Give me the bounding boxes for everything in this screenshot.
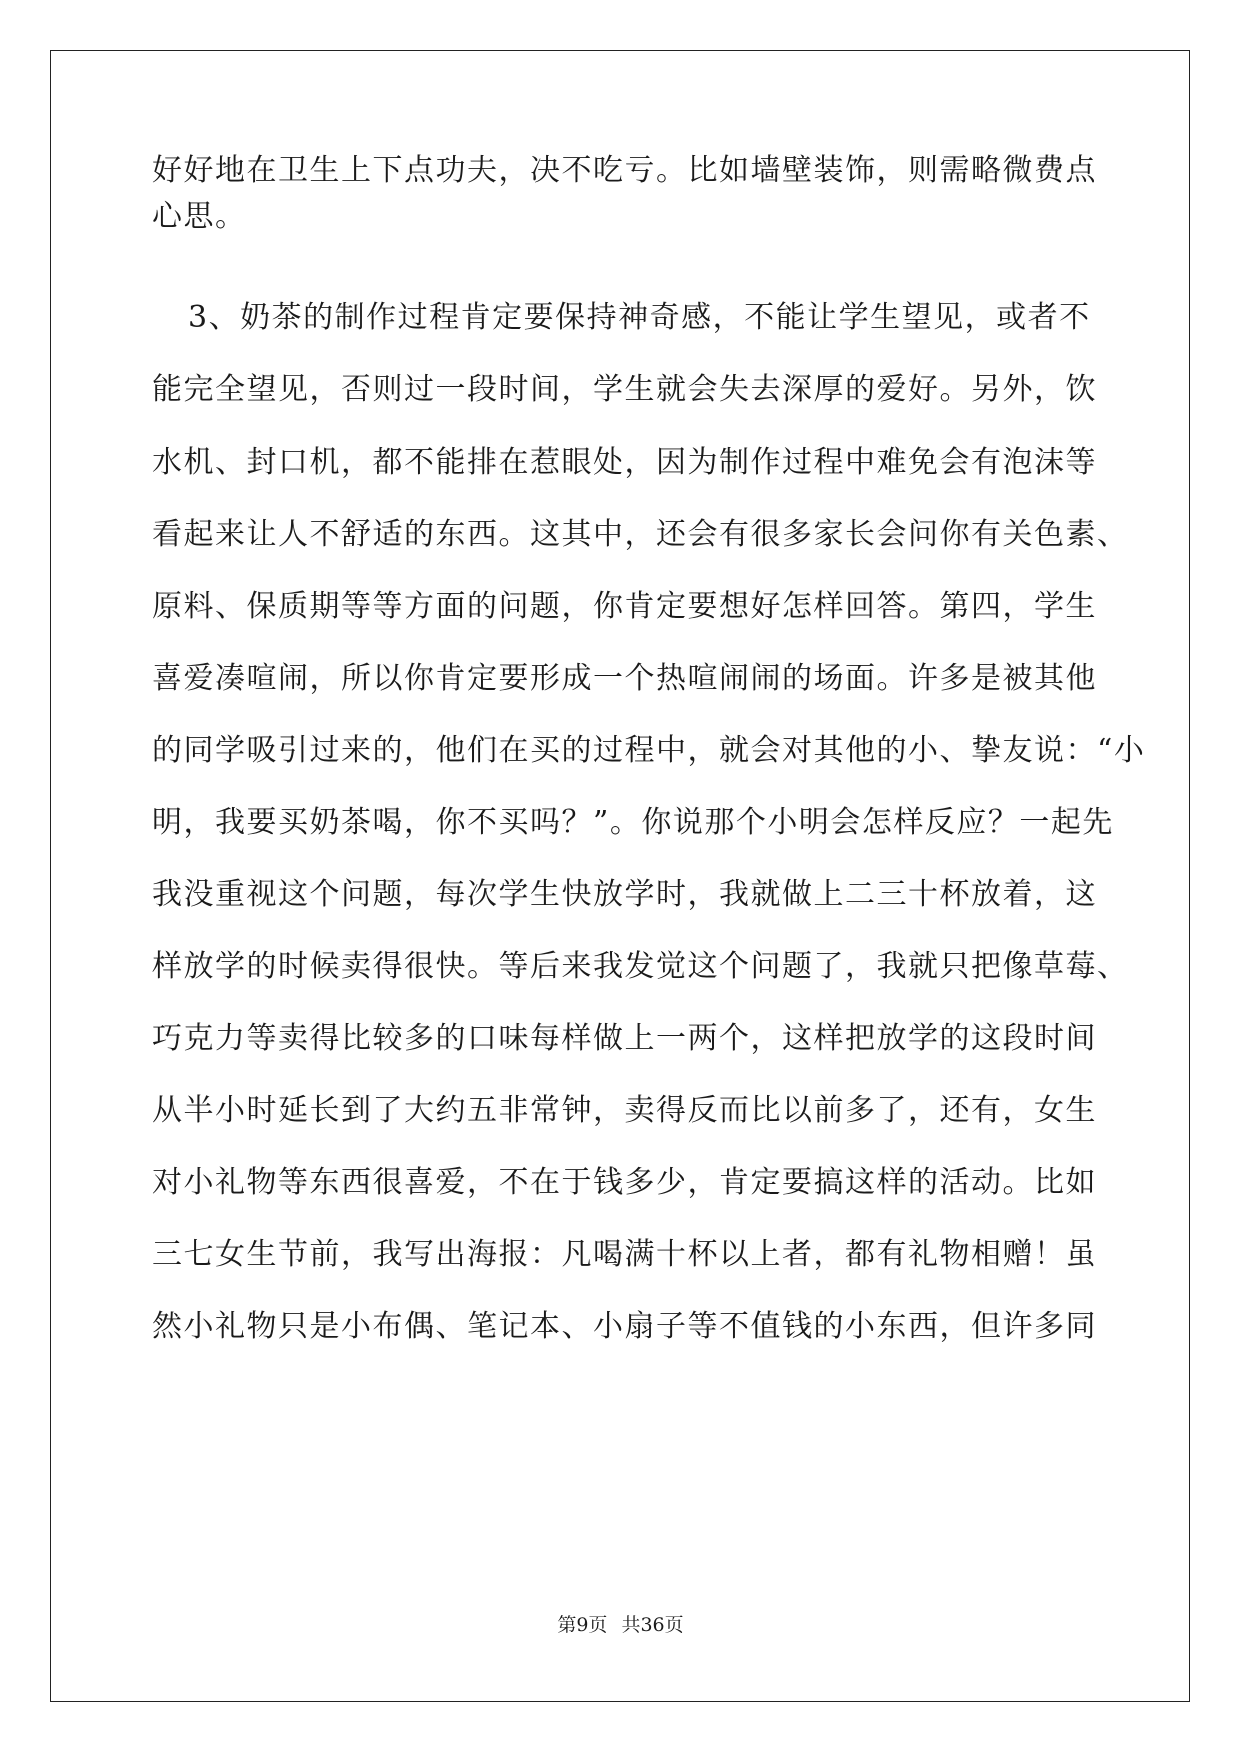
text-line: 巧克力等卖得比较多的口味每样做上一两个，这样把放学的这段时间 — [152, 1021, 1097, 1056]
text-line: 喜爱凑喧闹，所以你肯定要形成一个热喧闹闹的场面。许多是被其他 — [152, 661, 1097, 696]
text-line: 对小礼物等东西很喜爱，不在于钱多少，肯定要搞这样的活动。比如 — [152, 1165, 1097, 1200]
text-line: 好好地在卫生上下点功夫，决不吃亏。比如墙壁装饰，则需略微费点 — [152, 153, 1097, 188]
text-line: 能完全望见，否则过一段时间，学生就会失去深厚的爱好。另外，饮 — [152, 372, 1097, 407]
text-line: 看起来让人不舒适的东西。这其中，还会有很多家长会问你有关色素、 — [152, 517, 1129, 552]
text-line: 从半小时延长到了大约五非常钟，卖得反而比以前多了，还有，女生 — [152, 1093, 1097, 1128]
text-line: 3、奶茶的制作过程肯定要保持神奇感，不能让学生望见，或者不 — [188, 300, 1091, 335]
text-line: 三七女生节前，我写出海报：凡喝满十杯以上者，都有礼物相赠！虽 — [152, 1237, 1097, 1272]
text-line: 的同学吸引过来的，他们在买的过程中，就会对其他的小、挚友说：“小 — [152, 733, 1146, 768]
text-line: 原料、保质期等等方面的问题，你肯定要想好怎样回答。第四，学生 — [152, 589, 1097, 624]
page-total: 共36页 — [621, 1614, 684, 1636]
text-line: 样放学的时候卖得很快。等后来我发觉这个问题了，我就只把像草莓、 — [152, 949, 1129, 984]
text-line: 心思。 — [152, 199, 247, 234]
text-line: 然小礼物只是小布偶、笔记本、小扇子等不值钱的小东西，但许多同 — [152, 1309, 1097, 1344]
text-line: 水机、封口机，都不能排在惹眼处，因为制作过程中难免会有泡沫等 — [152, 445, 1097, 480]
page-footer — [0, 1613, 1241, 1637]
page-number: 第9页 — [557, 1614, 608, 1636]
text-line: 明，我要买奶茶喝，你不买吗？”。你说那个小明会怎样反应？一起先 — [152, 805, 1114, 840]
text-line: 我没重视这个问题，每次学生快放学时，我就做上二三十杯放着，这 — [152, 877, 1097, 912]
